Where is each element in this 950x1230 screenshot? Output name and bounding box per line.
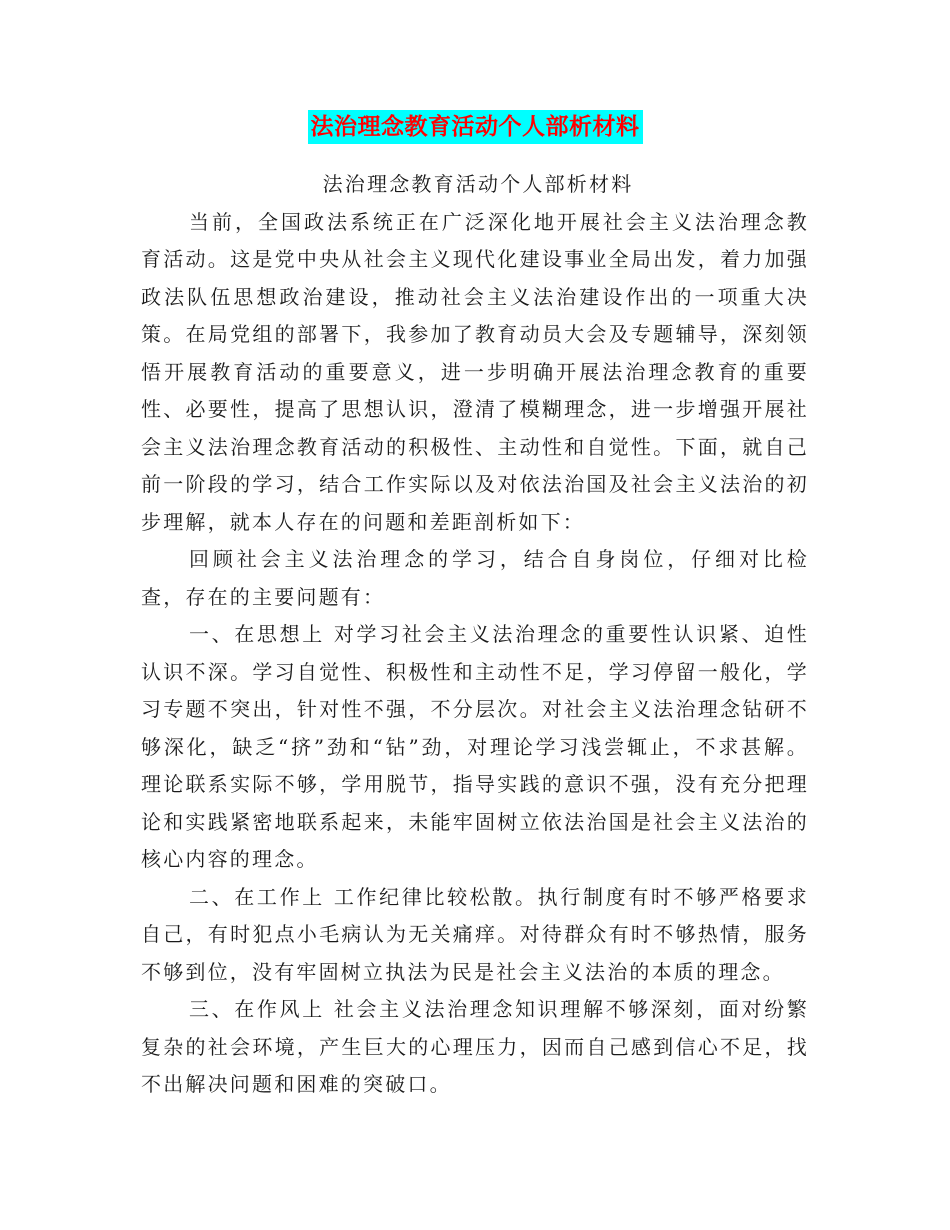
paragraph-style: 三、在作风上 社会主义法治理念知识理解不够深刻，面对纷繁复杂的社会环境，产生巨大的心理压力，因而自己感到信心不足，找不出解决问题和困难的突破口。 [141, 997, 809, 1096]
document-title-container [0, 110, 950, 144]
paragraph-intro: 当前，全国政法系统正在广泛深化地开展社会主义法治理念教育活动。这是党中央从社会主义现代化建设事业全局出发，着力加强政法队伍思想政治建设，推动社会主义法治建设作出的一项重大决策。在局党组的部署下，我参加了教育动员大会及专题辅导，深刻领悟开展教育活动的重要意义，进一步明确开展法治理念教育的重要性、必要性，提高了思想认识，澄清了模糊理念，进一步增强开展社会主义法治理念教育活动的积极性、主动性和自觉性。下面，就自己前一阶段的学习，结合工作实际以及对依法治国及社会主义法治的初步理解，就本人存在的问题和差距剖析如下： [141, 209, 809, 534]
document-subtitle: 法治理念教育活动个人部析材料 [322, 172, 634, 196]
document-title: 法治理念教育活动个人部析材料 [308, 110, 643, 144]
paragraph-work: 二、在工作上 工作纪律比较松散。执行制度有时不够严格要求自己，有时犯点小毛病认为无关痛痒。对待群众有时不够热情，服务不够到位，没有牢固树立执法为民是社会主义法治的本质的理念。 [141, 884, 809, 984]
paragraph-review: 回顾社会主义法治理念的学习，结合自身岗位，仔细对比检查，存在的主要问题有： [141, 547, 809, 609]
paragraph-thinking: 一、在思想上 对学习社会主义法治理念的重要性认识紧、迫性认识不深。学习自觉性、积极性和主动性不足，学习停留一般化，学习专题不突出，针对性不强，不分层次。对社会主义法治理念钻研不够深化，缺乏“挤”劲和“钻”劲，对理论学习浅尝辄止，不求甚解。理论联系实际不够，学用脱节，指导实践的意识不强，没有充分把理论和实践紧密地联系起来，未能牢固树立依法治国是社会主义法治的核心内容的理念。 [141, 622, 809, 871]
document-body [141, 166, 809, 1104]
